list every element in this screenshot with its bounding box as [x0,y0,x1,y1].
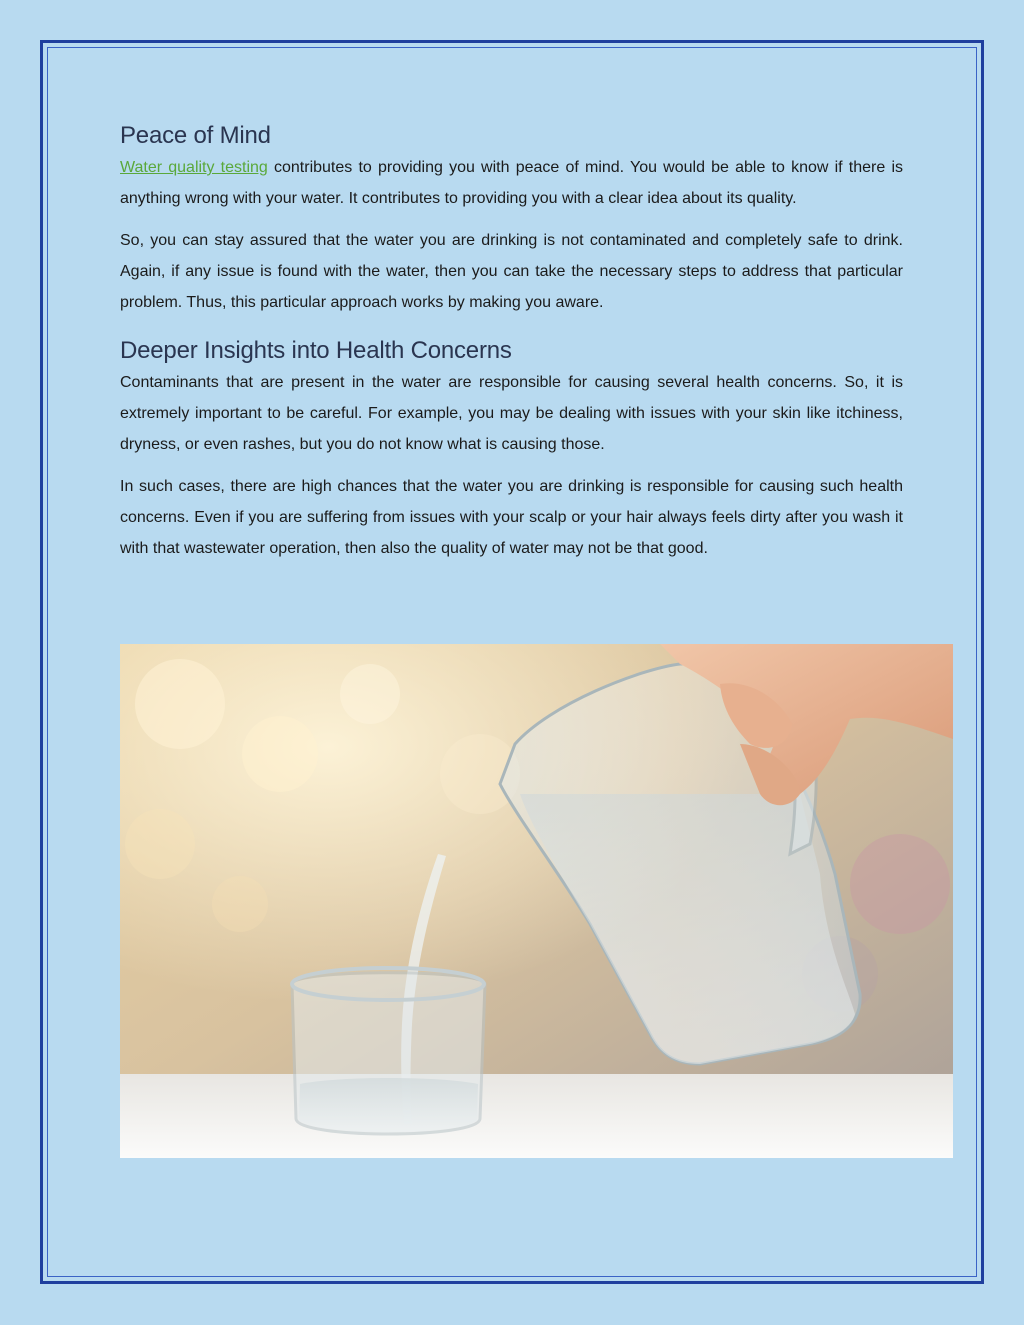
heading-peace-of-mind: Peace of Mind [120,122,271,149]
document-content [120,120,903,564]
water-pitcher-photo [120,644,953,1158]
water-quality-testing-link[interactable]: Water quality testing [120,159,268,176]
paragraph-health-2: In such cases, there are high chances that the water you are drinking is responsible for causing such health concerns. Even if you are suffering from issues with your scalp or your hair always feels dirty after you wash it with that wastewater operation, then also the quality of water may not be that good. [120,478,903,557]
heading-health-concerns: Deeper Insights into Health Concerns [120,337,512,364]
paragraph-peace-1-text: contributes to providing you with peace of mind. You would be able to know if there is anything wrong with your water. It contributes to providing you with a clear idea about its quality. [120,159,904,207]
paragraph-peace-1 [120,152,903,214]
paragraph-peace-2: So, you can stay assured that the water you are drinking is not contaminated and completely safe to drink. Again, if any issue is found with the water, then you can take the necessary steps to address that particular problem. Thus, this particular approach works by making you aware. [120,232,903,311]
paragraph-health-1: Contaminants that are present in the water are responsible for causing several health concerns. So, it is extremely important to be careful. For example, you may be dealing with issues with your skin like itchiness, dryness, or even rashes, but you do not know what is causing those. [120,374,903,453]
